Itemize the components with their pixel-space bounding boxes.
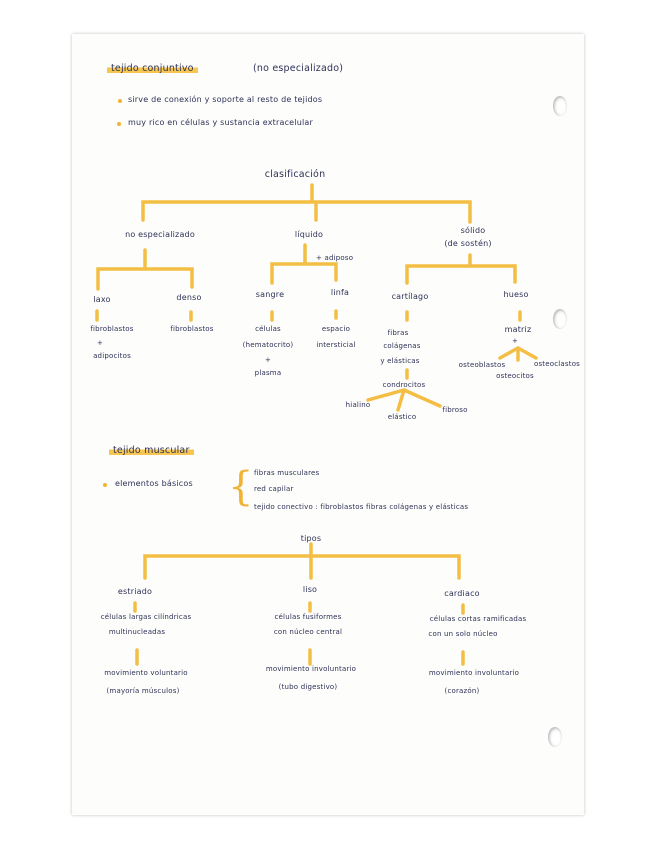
bullet-dot-2: [117, 122, 121, 126]
node-solido: sólido: [460, 226, 486, 235]
elemento-3: tejido conectivo : fibroblastos fibras colágenas y elásticas: [254, 503, 469, 511]
node-sangre: sangre: [255, 290, 285, 299]
matriz-plus: +: [511, 337, 519, 345]
estriado-desc-2: multinucleadas: [108, 628, 166, 636]
elemento-2: red capilar: [254, 485, 294, 493]
liso-desc-1: células fusiformes: [274, 613, 342, 621]
section-heading-tejido-muscular: tejido muscular: [109, 446, 194, 456]
sangre-detail-4: plasma: [254, 369, 282, 377]
cardiaco-desc-2: con un solo núcleo: [428, 630, 498, 638]
node-fibroso: fibroso: [442, 406, 468, 414]
node-condrocitos: condrocitos: [382, 381, 426, 389]
liso-mov-1: movimiento involuntario: [265, 665, 357, 673]
node-estriado: estriado: [117, 587, 153, 596]
linfa-detail-2: intersticial: [316, 341, 356, 349]
estriado-mov-1: movimiento voluntario: [104, 669, 188, 677]
bullet-text-1: sirve de conexión y soporte al resto de tejidos: [128, 95, 323, 104]
brace-icon: {: [228, 464, 254, 510]
sangre-detail-2: (hematocrito): [242, 341, 294, 349]
node-liso: liso: [302, 585, 318, 594]
estriado-mov-2: (mayoría músculos): [106, 687, 180, 695]
laxo-detail-1: fibroblastos: [90, 325, 134, 333]
linfa-detail-1: espacio: [321, 325, 351, 333]
node-hueso: hueso: [503, 290, 529, 299]
sangre-detail-3: +: [264, 356, 272, 364]
node-cartilago: cartílago: [391, 292, 429, 301]
bullet-dot-1: [118, 99, 122, 103]
liso-desc-2: con núcleo central: [273, 628, 343, 636]
cardiaco-mov-2: (corazón): [444, 687, 480, 695]
node-liquido: líquido: [294, 230, 324, 239]
estriado-desc-1: células largas cilíndricas: [100, 613, 192, 621]
note-adiposo: + adiposo: [316, 254, 354, 262]
node-denso: denso: [176, 293, 202, 302]
denso-detail: fibroblastos: [170, 325, 214, 333]
bullet-dot-3: [103, 483, 107, 487]
node-hialino: hialino: [345, 401, 371, 409]
bullet-elementos-basicos: elementos básicos: [115, 479, 193, 488]
tree-root-clasificacion: clasificación: [264, 169, 326, 180]
section-note: (no especializado): [253, 63, 344, 74]
laxo-detail-3: adipocitos: [93, 352, 131, 360]
cartilago-detail-1: fibras: [387, 329, 409, 337]
bullet-text-2: muy rico en células y sustancia extracelular: [128, 118, 314, 127]
cardiaco-desc-1: células cortas ramificadas: [429, 615, 527, 623]
node-linfa: linfa: [330, 288, 350, 297]
laxo-detail-2: +: [96, 339, 104, 347]
tree-root-tipos: tipos: [300, 534, 322, 543]
node-laxo: laxo: [93, 295, 111, 304]
node-osteoclastos: osteoclastos: [533, 360, 581, 368]
sangre-detail-1: células: [255, 325, 281, 333]
cartilago-detail-3: y elásticas: [380, 357, 420, 365]
node-matriz: matriz: [504, 325, 532, 334]
cardiaco-mov-1: movimiento involuntario: [428, 669, 520, 677]
elemento-1: fibras musculares: [254, 469, 320, 477]
section-heading-tejido-conjuntivo: tejido conjuntivo: [107, 64, 198, 74]
node-elastico: elástico: [387, 413, 417, 421]
cartilago-detail-2: colágenas: [383, 342, 421, 350]
node-solido-sub: (de sostén): [444, 239, 492, 248]
liso-mov-2: (tubo digestivo): [278, 683, 338, 691]
node-no-especializado: no especializado: [125, 230, 195, 239]
node-osteoblastos: osteoblastos: [458, 361, 506, 369]
node-cardiaco: cardiaco: [444, 589, 480, 598]
node-osteocitos: osteocitos: [496, 372, 534, 380]
